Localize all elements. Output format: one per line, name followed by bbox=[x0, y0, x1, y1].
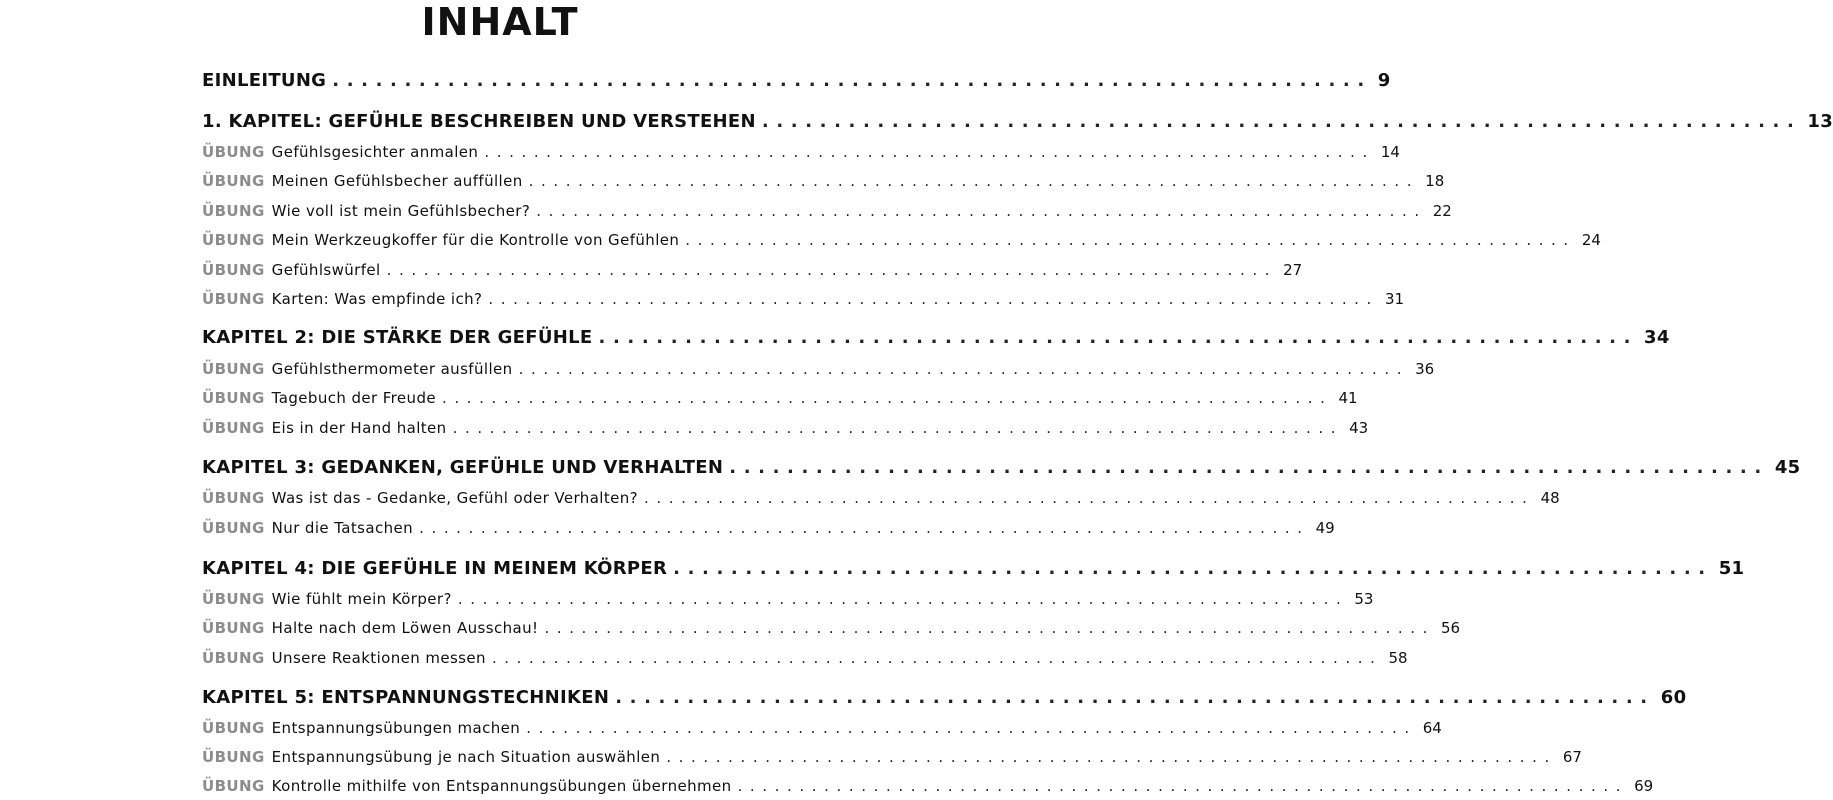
exercise-title: Meinen Gefühlsbecher auffüllen bbox=[271, 172, 523, 190]
exercise-title: Was ist das - Gedanke, Gefühl oder Verhalten? bbox=[271, 489, 639, 507]
dot-leader: ........................................................................ bbox=[488, 290, 1379, 308]
toc-exercise bbox=[202, 172, 1445, 190]
toc-chapter bbox=[202, 558, 1745, 579]
dot-leader: ........................................................................ bbox=[737, 777, 1629, 795]
page-number: 60 bbox=[1660, 687, 1687, 708]
dot-leader: ........................................................................ bbox=[544, 619, 1435, 637]
exercise-tag: ÜBUNG bbox=[202, 519, 265, 537]
exercise-title: Eis in der Hand halten bbox=[271, 419, 447, 437]
exercise-tag: ÜBUNG bbox=[202, 231, 265, 249]
dot-leader: ........................................................................ bbox=[644, 489, 1535, 507]
page-number: 41 bbox=[1338, 389, 1358, 407]
toc-exercise bbox=[202, 619, 1461, 637]
dot-leader: ........................................................................ bbox=[518, 360, 1410, 378]
chapter-title: EINLEITUNG bbox=[202, 70, 327, 91]
exercise-tag: ÜBUNG bbox=[202, 489, 265, 507]
toc-exercise bbox=[202, 719, 1442, 737]
toc-exercise bbox=[202, 290, 1405, 308]
toc-exercise bbox=[202, 489, 1560, 507]
chapter-title: KAPITEL 3: GEDANKEN, GEFÜHLE UND VERHALTEN bbox=[202, 457, 724, 478]
chapter-title: KAPITEL 2: DIE STÄRKE DER GEFÜHLE bbox=[202, 327, 593, 348]
chapter-title: KAPITEL 5: ENTSPANNUNGSTECHNIKEN bbox=[202, 687, 610, 708]
page-number: 14 bbox=[1380, 143, 1400, 161]
toc-chapter bbox=[202, 327, 1670, 348]
exercise-title: Entspannungsübung je nach Situation auswählen bbox=[271, 748, 661, 766]
page-number: 69 bbox=[1634, 777, 1654, 795]
exercise-tag: ÜBUNG bbox=[202, 777, 265, 795]
exercise-tag: ÜBUNG bbox=[202, 202, 265, 220]
dot-leader: ........................................................................ bbox=[452, 419, 1344, 437]
dot-leader: ........................................................................ bbox=[442, 389, 1333, 407]
dot-leader: ........................................................................ bbox=[332, 70, 1372, 91]
chapter-title: 1. KAPITEL: GEFÜHLE BESCHREIBEN UND VERSTEHEN bbox=[202, 111, 756, 132]
exercise-tag: ÜBUNG bbox=[202, 649, 265, 667]
page-number: 67 bbox=[1562, 748, 1582, 766]
exercise-tag: ÜBUNG bbox=[202, 719, 265, 737]
toc-chapter bbox=[202, 687, 1687, 708]
exercise-tag: ÜBUNG bbox=[202, 389, 265, 407]
exercise-title: Entspannungsübungen machen bbox=[271, 719, 521, 737]
dot-leader: ........................................................................ bbox=[666, 748, 1557, 766]
toc-exercise bbox=[202, 231, 1601, 249]
dot-leader: ........................................................................ bbox=[536, 202, 1427, 220]
dot-leader: ........................................................................ bbox=[673, 558, 1713, 579]
toc-exercise bbox=[202, 649, 1408, 667]
exercise-tag: ÜBUNG bbox=[202, 172, 265, 190]
dot-leader: ........................................................................ bbox=[484, 143, 1375, 161]
dot-leader: ........................................................................ bbox=[528, 172, 1420, 190]
toc-exercise bbox=[202, 360, 1435, 378]
page-number: 34 bbox=[1644, 327, 1670, 348]
dot-leader: ........................................................................ bbox=[386, 261, 1278, 279]
exercise-tag: ÜBUNG bbox=[202, 748, 265, 766]
exercise-title: Gefühlswürfel bbox=[271, 261, 381, 279]
toc-chapter bbox=[202, 70, 1391, 91]
page-number: 22 bbox=[1432, 202, 1452, 220]
toc-exercise bbox=[202, 143, 1400, 161]
page-number: 53 bbox=[1354, 590, 1374, 608]
exercise-title: Unsere Reaktionen messen bbox=[271, 649, 486, 667]
dot-leader: ........................................................................ bbox=[526, 719, 1417, 737]
exercise-title: Wie fühlt mein Körper? bbox=[271, 590, 452, 608]
page-number: 18 bbox=[1425, 172, 1445, 190]
page-number: 31 bbox=[1384, 290, 1405, 308]
exercise-tag: ÜBUNG bbox=[202, 419, 265, 437]
page-number: 49 bbox=[1315, 519, 1335, 537]
toc-exercise bbox=[202, 748, 1582, 766]
page-number: 48 bbox=[1540, 489, 1560, 507]
toc-chapter bbox=[202, 111, 1833, 132]
toc-exercise bbox=[202, 419, 1369, 437]
exercise-title: Nur die Tatsachen bbox=[271, 519, 414, 537]
page-title: INHALT bbox=[421, 0, 579, 44]
toc-exercise bbox=[202, 389, 1358, 407]
dot-leader: ........................................................................ bbox=[491, 649, 1383, 667]
exercise-tag: ÜBUNG bbox=[202, 360, 265, 378]
exercise-title: Gefühlsgesichter anmalen bbox=[271, 143, 479, 161]
page-number: 13 bbox=[1807, 111, 1833, 132]
exercise-tag: ÜBUNG bbox=[202, 143, 265, 161]
toc-exercise bbox=[202, 519, 1335, 537]
toc-exercise bbox=[202, 261, 1303, 279]
toc-chapter bbox=[202, 457, 1801, 478]
exercise-title: Halte nach dem Löwen Ausschau! bbox=[271, 619, 539, 637]
toc-exercise bbox=[202, 202, 1452, 220]
toc-exercise bbox=[202, 777, 1654, 795]
dot-leader: ........................................................................ bbox=[457, 590, 1349, 608]
dot-leader: ........................................................................ bbox=[761, 111, 1802, 132]
exercise-title: Kontrolle mithilfe von Entspannungsübungen übernehmen bbox=[271, 777, 732, 795]
page-number: 36 bbox=[1415, 360, 1435, 378]
chapter-title: KAPITEL 4: DIE GEFÜHLE IN MEINEM KÖRPER bbox=[202, 558, 668, 579]
exercise-title: Tagebuch der Freude bbox=[271, 389, 436, 407]
exercise-title: Gefühlsthermometer ausfüllen bbox=[271, 360, 513, 378]
page-number: 58 bbox=[1388, 649, 1408, 667]
toc-exercise bbox=[202, 590, 1374, 608]
page-number: 56 bbox=[1440, 619, 1461, 637]
exercise-tag: ÜBUNG bbox=[202, 261, 265, 279]
dot-leader: ........................................................................ bbox=[685, 231, 1576, 249]
page-number: 45 bbox=[1774, 457, 1801, 478]
page-number: 51 bbox=[1718, 558, 1745, 579]
page-number: 43 bbox=[1349, 419, 1369, 437]
dot-leader: ........................................................................ bbox=[598, 327, 1639, 348]
dot-leader: ........................................................................ bbox=[419, 519, 1310, 537]
exercise-tag: ÜBUNG bbox=[202, 290, 265, 308]
page-number: 24 bbox=[1581, 231, 1601, 249]
page-number: 9 bbox=[1377, 70, 1391, 91]
page-number: 27 bbox=[1283, 261, 1303, 279]
exercise-title: Wie voll ist mein Gefühlsbecher? bbox=[271, 202, 531, 220]
exercise-title: Mein Werkzeugkoffer für die Kontrolle von Gefühlen bbox=[271, 231, 680, 249]
dot-leader: ........................................................................ bbox=[729, 457, 1769, 478]
page-number: 64 bbox=[1422, 719, 1442, 737]
exercise-tag: ÜBUNG bbox=[202, 619, 265, 637]
exercise-title: Karten: Was empfinde ich? bbox=[271, 290, 483, 308]
exercise-tag: ÜBUNG bbox=[202, 590, 265, 608]
dot-leader: ........................................................................ bbox=[615, 687, 1655, 708]
